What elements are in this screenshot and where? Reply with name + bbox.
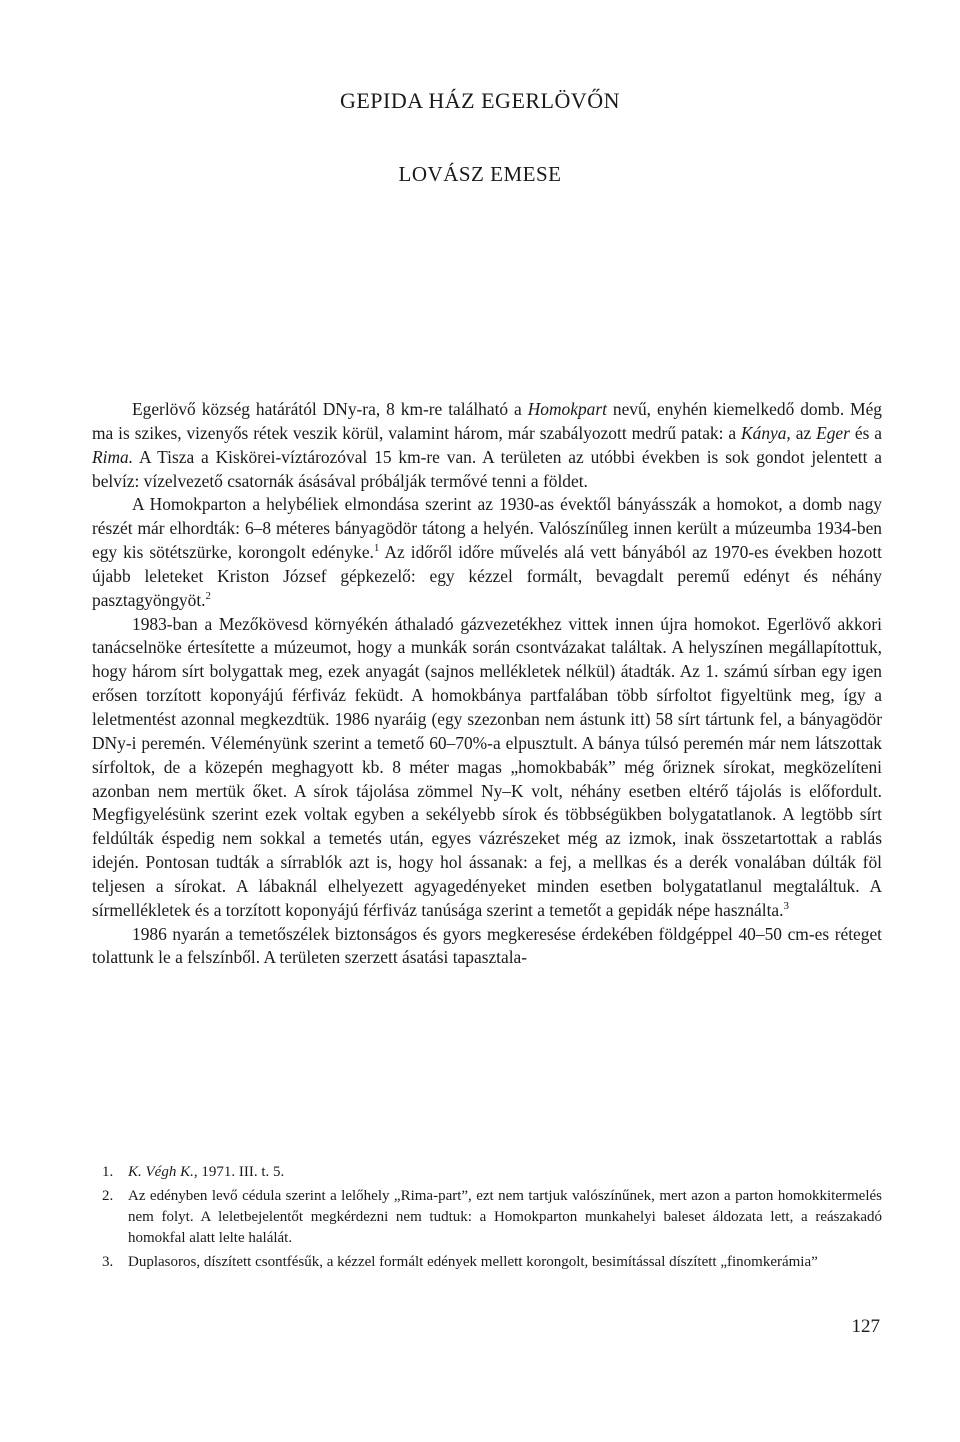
text-run: és a — [849, 422, 882, 443]
footnote-reference: 3 — [783, 899, 789, 912]
body-paragraph — [92, 493, 882, 612]
footnote-text — [128, 1252, 882, 1273]
text-run: nevű, enyhén kiemelkedő domb. Még ma is szikes, vizenyős rétek veszik körül, valamint három, már szabályozott medrű patak: a — [92, 399, 882, 443]
italic-text: K. Végh K. — [128, 1164, 194, 1180]
text-run: az — [790, 422, 817, 443]
footnote — [92, 1162, 882, 1183]
body-paragraph — [92, 613, 882, 923]
footnote-reference: 2 — [205, 589, 211, 602]
page-number: 127 — [851, 1316, 880, 1337]
footnote-reference: 1 — [373, 542, 380, 555]
footnote-number: 3. — [102, 1254, 114, 1270]
article-body — [92, 398, 882, 970]
text-run: 1986 nyarán a temetőszélek biztonságos és gyors megkeresése érdekében földgéppel 40–50 cm-es réteget tolattunk le a felszínből. A területen szerzett ásatási tapasztala- — [92, 923, 882, 968]
article-title: GEPIDA HÁZ EGERLÖVŐN — [339, 88, 621, 113]
footnote — [92, 1252, 882, 1273]
footnote-number: 2. — [102, 1188, 114, 1204]
body-paragraph — [92, 398, 882, 493]
article-author: LOVÁSZ EMESE — [398, 162, 562, 186]
text-run: Az edényben levő cédula szerint a lelőhely „Rima-part”, ezt nem tartjuk valószínűnek, mert azon a parton homokkitermelés nem folyt. A leletbejelentőt megkérdezni nem tudtuk: a Homokparton munkahelyi baleset áldozata lett, a reászakadó homokfal alatt lelte halálát. — [128, 1188, 882, 1246]
italic-text: Eger — [816, 422, 850, 443]
italic-text: Homokpart — [527, 399, 607, 419]
footnote — [92, 1186, 882, 1249]
text-run: 1983-ban a Mezőkövesd környékén áthaladó gázvezetékhez vittek innen újra homokot. Egerlövő akkori tanácselnöke értesítette a múzeumot, hogy a munkák során csontvázakat találtak. A helyszínen megállapítottuk, hogy három sírt bolygattak meg, ezek anyagát (sajnos mellékletek nélkül) átadták. Az 1. számú sírban egy igen erősen torzított koponyájú férfiváz feküdt. A homokbánya partfalában több sírfoltot figyeltünk meg, így a leletmentést azonnal megkezdtük. 1986 nyaráig (egy szezonban nem ástunk itt) 58 sírt tártunk fel, a bányagödör DNy-i peremén. Véleményünk szerint a temető 60–70%-a elpusztult. A bánya túlsó peremén már nem látszottak sírfoltok, de a közepén meghagyott kb. 8 méter magas „homokbabák” még őriznek sírokat, megközelíteni azonban nem mertük őket. A sírok tájolása zömmel Ny–K volt, néhány esetben eltérő tájolás is előfordult. Megfigyelésünk szerint ezek voltak egyben a sekélyebb sírok és többségükben bolygatatlanok. A legtöbb sírt feldúlták éspedig nem sokkal a temetés után, egyes vázrészeket még az izmok, inak összetartottak a rablás idején. Pontosan tudták a sírrablók azt is, hogy hol ássanak: a fej, a mellkas és a derék vonalában dúlták föl teljesen a sírokat. A lábaknál elhelyezett agyagedényeket minden esetben bolygatatlanul megtaláltuk. A sírmellékletek és a torzított koponyájú férfiváz tanúsága szerint a temetőt a gepidák népe használta. — [92, 613, 882, 920]
text-run: , 1971. III. t. 5. — [193, 1164, 285, 1180]
body-paragraph — [92, 923, 882, 971]
text-run: Az időről időre művelés alá vett bányából az 1970-es években hozott újabb leleteket Kriston József gépkezelő: egy kézzel formált, bevagdalt peremű edényt és néhány pasztagyöngyöt. — [92, 542, 882, 610]
italic-text: Kánya, — [741, 422, 791, 443]
footnote-number: 1. — [102, 1164, 114, 1180]
text-run: A Homokparton a helybéliek elmondása szerint az 1930-as évektől bányásszák a homokot, a domb nagy részét már elhordták: 6–8 méteres bányagödör tátong a helyén. Valószínűleg innen került a múzeumba 1934-ben egy kis sötétszürke, korongolt edényke. — [92, 494, 882, 563]
italic-text: Rima. — [92, 446, 134, 467]
text-run: A Tisza a Kiskörei-víztározóval 15 km-re van. A területen az utóbbi években is sok gondot jelentett a belvíz: vízelvezető csatornák ásásával próbálják termővé tenni a földet. — [92, 446, 882, 491]
footnotes — [92, 1162, 882, 1276]
footnote-text — [128, 1186, 882, 1249]
text-run: Duplasoros, díszített csontfésűk, a kézzel formált edények mellett korongolt, besimítással díszített „finomkerámia” — [128, 1254, 818, 1270]
text-run: Egerlövő község határától DNy-ra, 8 km-re található a — [132, 399, 528, 419]
footnote-text — [128, 1162, 882, 1183]
